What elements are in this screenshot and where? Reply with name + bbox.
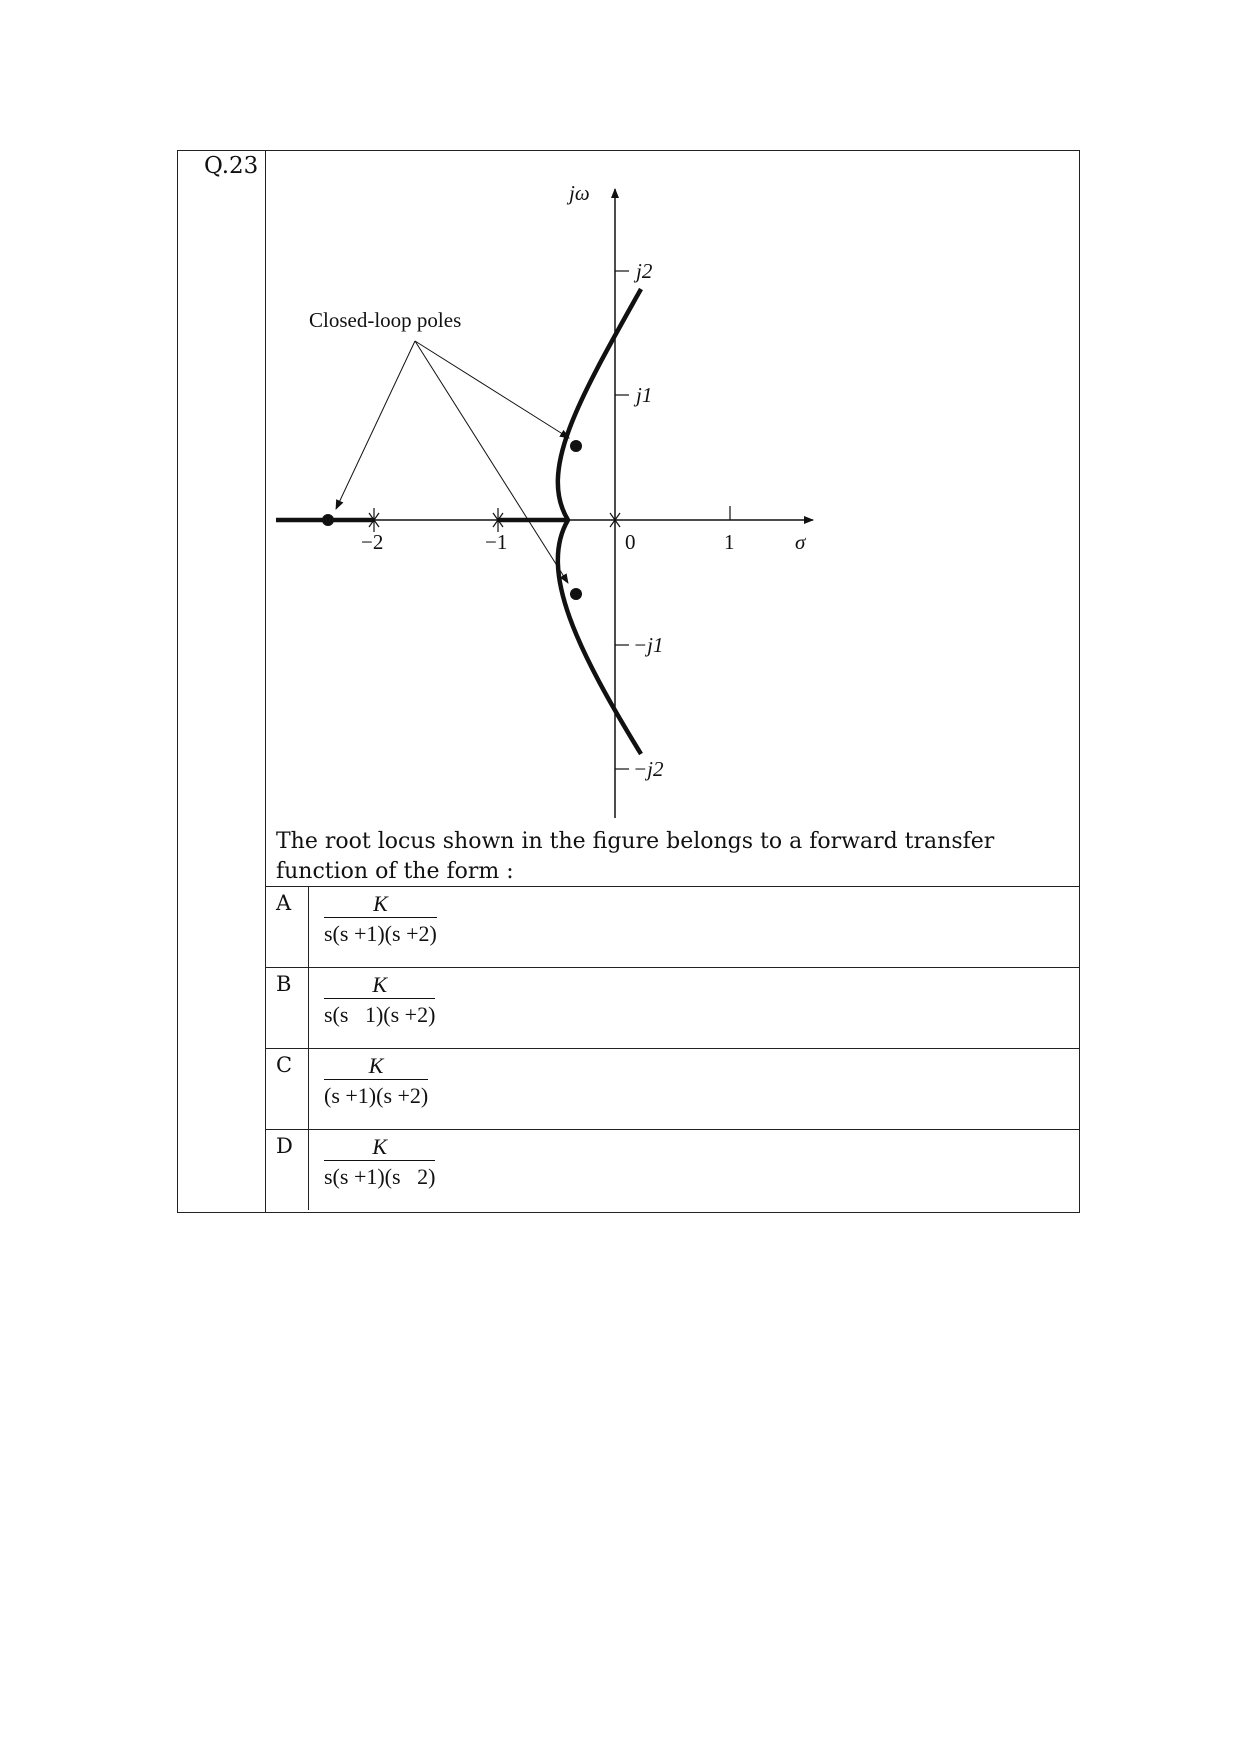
x-tick-label-0: 0 <box>625 530 636 554</box>
formula-numerator: K <box>372 1134 388 1159</box>
option-formula <box>324 972 435 1028</box>
option-c[interactable] <box>266 1048 1080 1129</box>
closed-loop-pole-upper <box>570 440 582 452</box>
option-formula <box>324 1053 428 1109</box>
formula-denominator: (s +1)(s +2) <box>324 1079 428 1109</box>
option-a[interactable] <box>266 886 1080 967</box>
option-letter: C <box>266 1049 309 1129</box>
y-tick-label-j1: j1 <box>636 383 653 407</box>
formula-numerator: K <box>368 1053 384 1078</box>
annotation-label: Closed-loop poles <box>309 308 462 332</box>
y-axis-label: jω <box>569 181 590 205</box>
formula-numerator: K <box>373 891 388 916</box>
annotation-arrow-real <box>336 341 415 509</box>
formula-denominator: s(s 1)(s +2) <box>324 998 435 1028</box>
x-tick-label-minus-1: −1 <box>485 530 508 554</box>
root-locus-figure <box>178 151 1081 831</box>
question-stem: The root locus shown in the figure belongs to a forward transfer function of the form : <box>276 829 995 884</box>
question-table <box>177 150 1080 1213</box>
x-axis-label: σ <box>795 530 806 554</box>
x-tick-label-minus-2: −2 <box>361 530 384 554</box>
formula-numerator: K <box>372 972 388 997</box>
locus-complex-branch <box>558 289 641 754</box>
y-tick-label-j2: j2 <box>636 259 653 283</box>
formula-denominator: s(s +1)(s +2) <box>324 917 437 947</box>
y-tick-label-minus-j1: −j1 <box>633 633 664 657</box>
option-formula <box>324 891 437 947</box>
closed-loop-pole-real <box>322 514 334 526</box>
question-number: Q.23 <box>204 153 259 179</box>
formula-denominator: s(s +1)(s 2) <box>324 1160 435 1190</box>
x-tick-label-1: 1 <box>724 530 735 554</box>
option-d[interactable] <box>266 1129 1080 1210</box>
option-b[interactable] <box>266 967 1080 1048</box>
option-letter: A <box>266 887 309 967</box>
y-tick-label-minus-j2: −j2 <box>633 757 664 781</box>
options-list <box>266 886 1080 1210</box>
option-letter: B <box>266 968 309 1048</box>
closed-loop-pole-lower <box>570 588 582 600</box>
option-letter: D <box>266 1130 309 1210</box>
option-formula <box>324 1134 435 1190</box>
annotation-arrow-upper <box>415 341 569 438</box>
